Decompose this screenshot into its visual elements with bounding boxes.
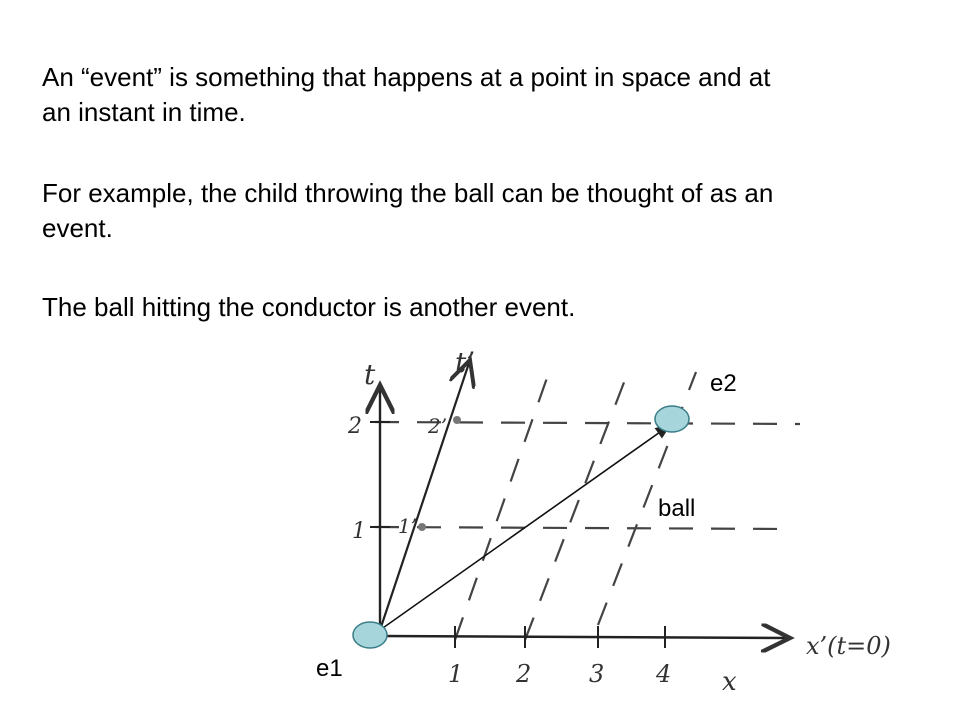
x-axis: [380, 636, 790, 638]
x-axis-label: x: [722, 667, 737, 697]
t-prime-tick-2: [453, 416, 461, 424]
x-tick-label-4: 4: [656, 660, 672, 688]
event-e1-marker: [353, 622, 387, 648]
t-prime-tick-label-1: 1’: [398, 514, 418, 538]
event-e2-label: e2: [710, 370, 737, 397]
t-prime-tick-label-2: 2’: [428, 414, 448, 438]
t-prime-axis-label: t’: [455, 346, 476, 379]
x-prime-axis-label: x’(t=0): [806, 632, 891, 660]
event-e1-label: e1: [316, 655, 343, 682]
t-tick-label-1: 1: [352, 519, 366, 544]
paragraph-child-throwing-example: For example, the child throwing the ball can be thought of as an event.: [42, 178, 774, 243]
ball-label: ball: [658, 495, 696, 522]
dashed-lines: [375, 372, 800, 640]
x-tick-label-1: 1: [448, 660, 464, 688]
dashed-line-x1: [455, 375, 548, 640]
dashed-line-x2: [525, 372, 628, 640]
t-prime-tick-1: [418, 523, 426, 531]
dashed-line-t1: [375, 527, 790, 529]
t-prime-axis: [380, 360, 470, 630]
t-axis-label: t: [364, 358, 376, 391]
x-tick-label-2: 2: [516, 660, 532, 688]
t-tick-label-2: 2: [348, 414, 362, 439]
paragraph-ball-hitting-conductor: The ball hitting the conductor is another event.: [42, 292, 576, 322]
paragraph-event-definition: An “event” is something that happens at a point in space and at an instant in time.: [42, 62, 771, 127]
x-tick-label-3: 3: [589, 660, 605, 688]
event-e2-marker: [655, 406, 689, 432]
